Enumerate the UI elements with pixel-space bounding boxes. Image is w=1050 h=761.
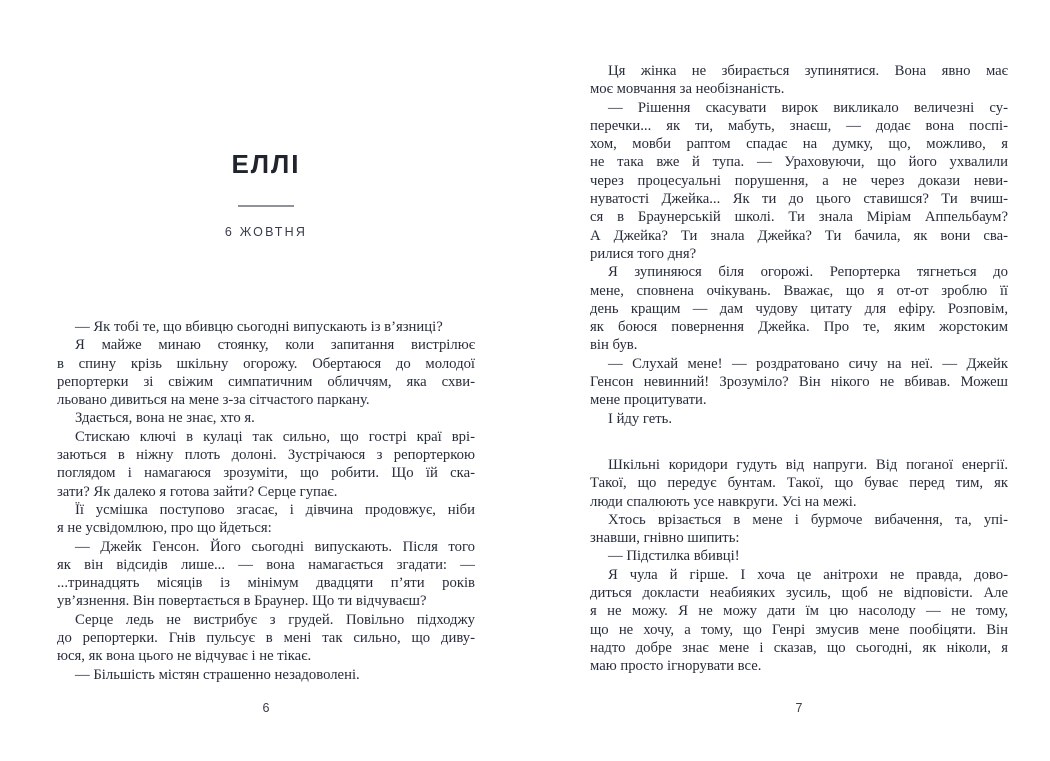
- text-line: я не усвідомлюю, про що йдеться:: [57, 520, 272, 537]
- paragraph: [590, 456, 1008, 511]
- right-page: [590, 0, 1008, 761]
- text-line: через процесуальні порушення, а не через докази неви-: [590, 172, 1008, 189]
- paragraph: [57, 318, 475, 336]
- text-line: не така вже й тупа. — Ураховуючи, що його ухвалили: [590, 154, 1008, 171]
- text-line: Шкільні коридори гудуть від напруги. Від поганої енергії.: [608, 456, 1008, 473]
- chapter-divider-rule: [238, 205, 294, 207]
- text-line: — Джейк Генсон. Його сьогодні випускають. Після того: [75, 538, 475, 555]
- text-line: юся, як вона цього не відчуває і не тікає.: [57, 648, 312, 665]
- paragraph: [57, 666, 475, 684]
- text-line: моє мовчання за необізнаність.: [590, 81, 785, 98]
- text-line: — Рішення скасувати вирок викликало величезні су-: [608, 99, 1008, 116]
- text-line: до репортерки. Гнів пульсує в мені так сильно, що диву-: [57, 630, 475, 647]
- text-line: перечки... як ти, мабуть, знаєш, — додає вона поспі-: [590, 117, 1008, 134]
- right-page-number: 7: [795, 701, 803, 715]
- text-line: він був.: [590, 337, 638, 354]
- paragraph: [590, 410, 1008, 428]
- paragraph: [590, 355, 1008, 410]
- left-page: [57, 0, 475, 761]
- text-line: Я зупиняюся біля огорожі. Репортерка тягнеться до: [608, 264, 1008, 281]
- text-line: Такої, що передує бунтам. Такої, що буває перед тим, як: [590, 475, 1008, 492]
- right-page-body: [590, 62, 1008, 676]
- text-line: А Джейка? Ти знала Джейка? Ти бачила, як вони сва-: [590, 227, 1008, 244]
- text-line: рилися того дня?: [590, 245, 697, 262]
- chapter-title: ЕЛЛІ: [231, 149, 301, 179]
- text-line: Стискаю ключі в кулаці так сильно, що гострі краї врі-: [75, 428, 475, 445]
- text-line: Генсон невинний! Зрозуміло? Він нікого не вбивав. Можеш: [590, 374, 1008, 391]
- text-line: мене процитувати.: [590, 392, 707, 409]
- text-line: ув’язнення. Він повертається в Браунер. Що ти відчуваєш?: [57, 593, 427, 610]
- paragraph: [590, 547, 1008, 565]
- paragraph: [57, 336, 475, 409]
- text-line: маю просто ігнорувати все.: [590, 658, 762, 675]
- text-line: я не можу. Я не можу дати їм цю насолоду — не тому,: [590, 603, 1008, 620]
- text-line: Хтось врізається в мене і бурмоче вибачення, та, упі-: [608, 511, 1008, 528]
- text-line: мене, сповнена очікувань. Вважає, що я от-от зроблю її: [590, 282, 1008, 299]
- paragraph: [590, 62, 1008, 99]
- chapter-date-heading: 6 ЖОВТНЯ: [224, 225, 308, 239]
- text-line: як він відсидів лише... — вона намагається згадати: —: [57, 556, 475, 573]
- paragraph: [590, 263, 1008, 354]
- paragraph: [590, 511, 1008, 548]
- text-line: Я майже минаю стоянку, коли запитання вистрілює: [75, 337, 475, 354]
- paragraph: [57, 409, 475, 427]
- text-line: — Як тобі те, що вбивцю сьогодні випускають із в’язниці?: [75, 319, 443, 335]
- text-line: знавши, гнівно шипить:: [590, 530, 740, 547]
- paragraph: [590, 566, 1008, 676]
- text-line: день кращим — дам чудову цитату для ефіру. Розповім,: [590, 300, 1008, 317]
- text-line: репортерки зі свіжим симпатичним обличчям, яка схви-: [57, 373, 475, 390]
- section-break: [590, 428, 1008, 456]
- text-line: — Слухай мене! — роздратовано сичу на неї. — Джейк: [608, 355, 1008, 372]
- paragraph: [590, 99, 1008, 264]
- text-line: зати? Як далеко я готова зайти? Серце гупає.: [57, 483, 338, 500]
- paragraph: [57, 428, 475, 501]
- paragraph: [57, 538, 475, 611]
- text-line: диться докласти неабияких зусиль, щоб не відповісти. Але: [590, 585, 1008, 602]
- text-line: Здається, вона не знає, хто я.: [75, 410, 255, 427]
- text-line: поглядом і намагаюся зрозуміти, що робити. Що їй ска-: [57, 465, 475, 482]
- text-line: що не хочу, а тому, що Генрі змусив мене пообіцяти. Він: [590, 621, 1008, 638]
- text-line: Її усмішка поступово згасає, і дівчина продовжує, ніби: [75, 501, 475, 518]
- paragraph: [57, 611, 475, 666]
- paragraph: [57, 501, 475, 538]
- text-line: ся в Браунерській школі. Ти знала Міріам Аппельбаум?: [590, 209, 1008, 226]
- text-line: — Підстилка вбивці!: [608, 548, 740, 565]
- text-line: ...тринадцять місяців із мінімум двадцяти п’яти років: [57, 575, 475, 592]
- left-page-number: 6: [262, 701, 270, 715]
- text-line: льовано дивиться на мене з-за сітчастого паркану.: [57, 392, 370, 409]
- text-line: І йду геть.: [608, 410, 673, 427]
- text-line: Ця жінка не збирається зупинятися. Вона явно має: [608, 63, 1008, 79]
- left-page-body: [57, 318, 475, 684]
- text-line: як боюся повернення Джейка. Про те, яким жорстоким: [590, 319, 1008, 336]
- text-line: — Більшість містян страшенно незадоволені.: [75, 666, 360, 683]
- text-line: надто добре знає мене і сказав, що сьогодні, як ніколи, я: [590, 639, 1008, 656]
- text-line: Я чула й гірше. І хоча це анітрохи не правда, дово-: [608, 566, 1008, 583]
- text-line: люди спалюють усе навкруги. Усі на межі.: [590, 493, 857, 510]
- text-line: хом, мовби раптом спадає на думку, що, можливо, я: [590, 136, 1008, 153]
- text-line: в спину крізь шкільну огорожу. Обертаюся до молодої: [57, 355, 475, 372]
- text-line: Серце ледь не вистрибує з грудей. Повільно підходжу: [75, 611, 475, 628]
- text-line: заються в ніжну плоть долоні. Зустрічаюся з репортеркою: [57, 447, 475, 464]
- text-line: нуватості Джейка... Як ти до цього ставишся? Ти вчиш-: [590, 191, 1008, 208]
